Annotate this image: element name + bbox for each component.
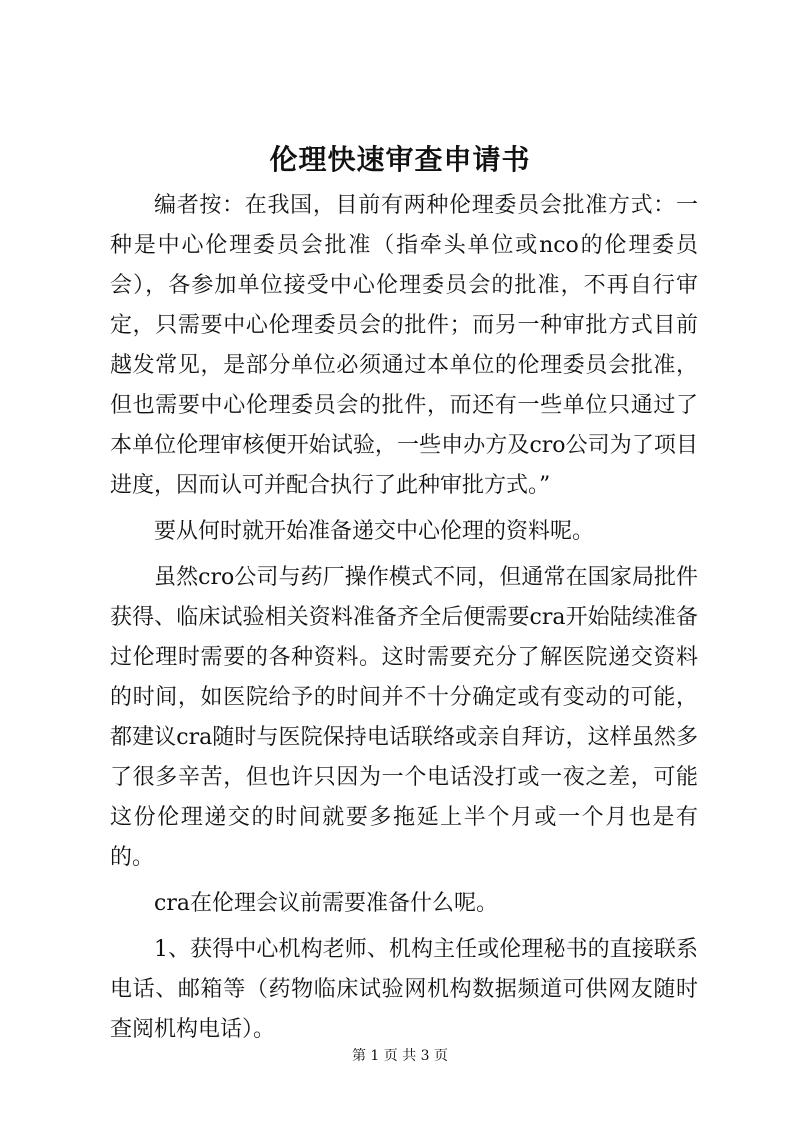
paragraph-question-when: 要从何时就开始准备递交中心伦理的资料呢。	[154, 519, 595, 544]
document-title: 伦理快速审查申请书	[269, 143, 531, 176]
document-body	[110, 186, 698, 1050]
paragraph-question-what: cra在伦理会议前需要准备什么呢。	[154, 891, 498, 916]
paragraph-editor-note: 编者按：在我国，目前有两种伦理委员会批准方式：一种是中心伦理委员会批准（指牵头单位或nco的伦理委员会），各参加单位接受中心伦理委员会的批准，不再自行审定，只需要中心伦理委员会的批件；而另一种审批方式目前越发常见，是部分单位必须通过本单位的伦理委员会批准，但也需要中心伦理委员会的批件，而还有一些单位只通过了本单位伦理审核便开始试验，一些申办方及cro公司为了项目进度，因而认可并配合执行了此种审批方式。”	[110, 193, 698, 498]
page-footer: 第 1 页 共 3 页	[351, 1048, 449, 1064]
paragraph-step-1: 1、获得中心机构老师、机构主任或伦理秘书的直接联系电话、邮箱等（药物临床试验网机构数据频道可供网友随时查阅机构电话）。	[110, 937, 698, 1042]
paragraph-cro-preparation: 虽然cro公司与药厂操作模式不同，但通常在国家局批件获得、临床试验相关资料准备齐全后便需要cra开始陆续准备过伦理时需要的各种资料。这时需要充分了解医院递交资料的时间，如医院给予的时间并不十分确定或有变动的可能，都建议cra随时与医院保持电话联络或亲自拜访，这样虽然多了很多辛苦，但也许只因为一个电话没打或一夜之差，可能这份伦理递交的时间就要多拖延上半个月或一个月也是有的。	[110, 565, 698, 870]
